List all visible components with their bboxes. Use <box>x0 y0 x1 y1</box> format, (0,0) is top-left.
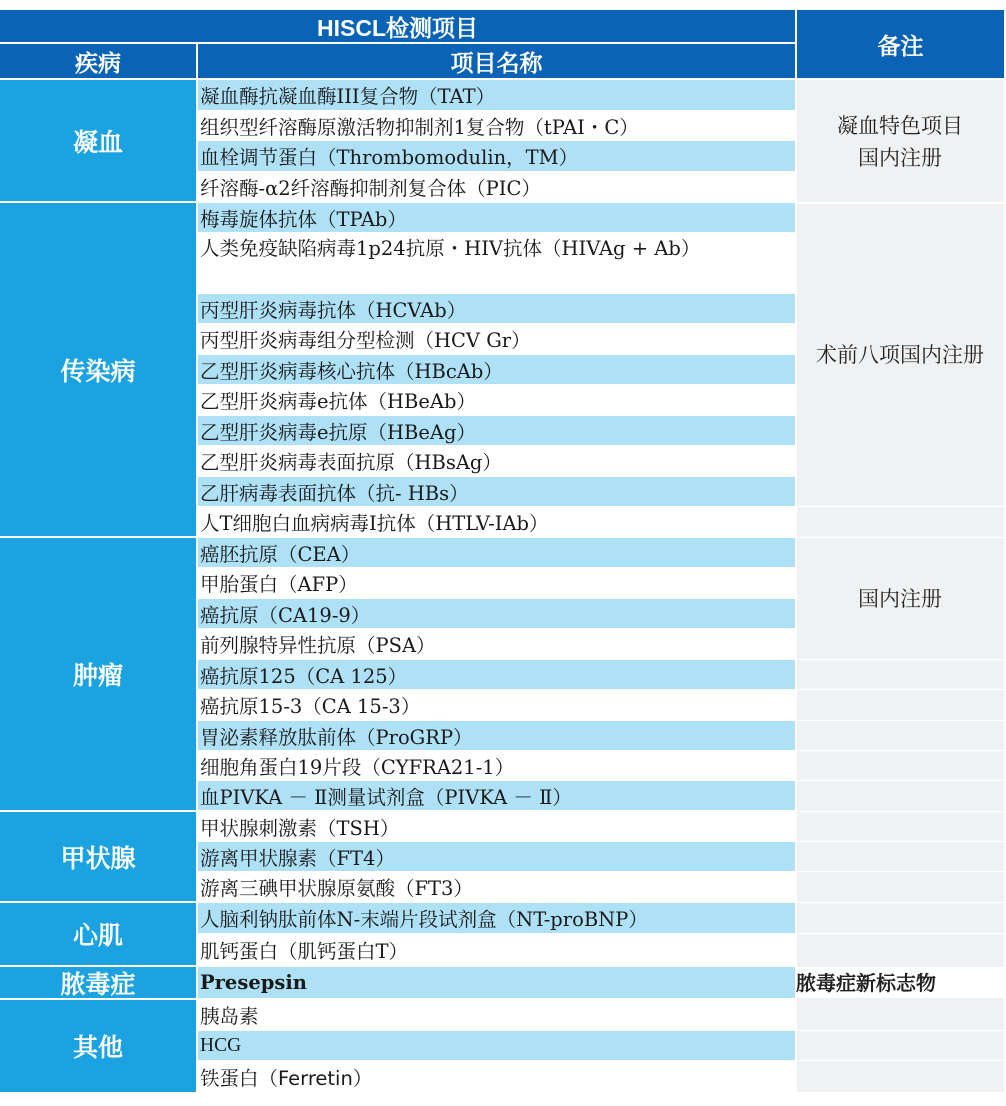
category-myocardial <box>0 903 196 965</box>
table-row <box>198 80 795 110</box>
table-row <box>198 172 795 201</box>
item-name: 癌胚抗原（CEA） <box>200 542 361 566</box>
item-name: 纤溶酶-α2纤溶酶抑制剂复合体（PIC） <box>200 176 541 200</box>
item-name: 胃泌素释放肽前体（ProGRP） <box>200 725 473 749</box>
table-row <box>198 416 795 445</box>
category-label: 肿瘤 <box>72 661 123 690</box>
item-name: 甲胎蛋白（AFP） <box>200 573 358 596</box>
note-line: 脓毒症新标志物 <box>796 970 936 995</box>
item-name: 癌抗原15-3（CA 15-3） <box>200 695 421 718</box>
item-name: 乙型肝炎病毒e抗原（HBeAg） <box>200 420 476 444</box>
header-note <box>797 10 1004 78</box>
note-line: 国内注册 <box>858 587 942 611</box>
item-name: 游离三碘甲状腺原氨酸（FT3） <box>200 876 473 900</box>
header-item-name <box>198 44 795 78</box>
table-row <box>198 690 795 720</box>
item-name: 乙肝病毒表面抗体（抗- HBs） <box>200 481 469 505</box>
table-row <box>198 477 795 506</box>
item-name: 丙型肝炎病毒抗体（HCVAb） <box>200 298 467 322</box>
category-infectious <box>0 203 196 536</box>
category-thyroid <box>0 812 196 901</box>
item-name: 胰岛素 <box>200 1005 259 1028</box>
item-name: 乙型肝炎病毒e抗体（HBeAb） <box>200 390 476 413</box>
item-name: 甲状腺刺激素（TSH） <box>200 816 400 840</box>
note-line: 术前八项国内注册 <box>816 343 984 367</box>
item-name: 前列腺特异性抗原（PSA） <box>200 634 436 657</box>
item-name: 癌抗原（CA19-9） <box>200 603 371 627</box>
category-label: 传染病 <box>60 356 136 386</box>
table-row <box>198 751 795 780</box>
note-coagulation <box>796 100 1004 184</box>
item-name: 凝血酶抗凝血酶III复合物（TAT） <box>200 85 496 108</box>
note-separator <box>797 811 1004 812</box>
note-separator <box>797 537 1004 538</box>
category-label: 脓毒症 <box>60 969 136 999</box>
item-name: 组织型纤溶酶原激活物抑制剂1复合物（tPAI・C） <box>200 115 639 139</box>
table-row <box>198 203 795 232</box>
item-name: 肌钙蛋白（肌钙蛋白T） <box>200 939 409 963</box>
table-row <box>198 233 795 293</box>
note-separator <box>797 780 1004 781</box>
item-name: 乙型肝炎病毒表面抗原（HBsAg） <box>200 451 502 474</box>
item-name: 乙型肝炎病毒核心抗体（HBcAb） <box>200 359 503 383</box>
table-row <box>198 812 795 841</box>
category-label: 甲状腺 <box>60 843 136 873</box>
table-main-title <box>0 10 795 42</box>
item-name: 血PIVKA － Ⅱ测量试剂盒（PIVKA － Ⅱ） <box>200 785 572 809</box>
item-name: 梅毒旋体抗体（TPAb） <box>200 207 407 231</box>
item-name: 游离甲状腺素（FT4） <box>200 846 395 870</box>
note-separator <box>797 1060 1004 1061</box>
note-separator <box>797 1030 1004 1031</box>
category-coagulation <box>0 80 196 201</box>
header-item-text: 项目名称 <box>450 49 543 77</box>
note-separator <box>797 871 1004 872</box>
table-row <box>198 781 795 810</box>
note-line: 凝血特色项目 <box>837 114 963 138</box>
item-name: 细胞角蛋白19片段（CYFRA21-1） <box>200 755 515 779</box>
note-separator <box>797 506 1004 507</box>
header-disease <box>0 44 196 78</box>
table-row <box>198 111 795 140</box>
note-separator <box>797 750 1004 751</box>
table-row <box>198 294 795 323</box>
header-note-text: 备注 <box>877 32 924 59</box>
note-separator <box>797 720 1004 721</box>
table-row <box>198 324 795 354</box>
table-row <box>198 660 795 689</box>
table-row <box>198 903 795 933</box>
item-name: 癌抗原125（CA 125） <box>200 664 408 688</box>
item-name: 人类免疫缺陷病毒1p24抗原・HIV抗体（HIVAg + Ab） <box>200 237 701 260</box>
category-other <box>0 1000 196 1092</box>
item-name: 血栓调节蛋白（Thrombomodulin，TM） <box>200 146 579 169</box>
table-row <box>198 568 795 598</box>
note-separator <box>797 933 1004 934</box>
note-separator <box>797 902 1004 903</box>
table-row <box>198 1061 795 1092</box>
header-disease-text: 疾病 <box>75 49 121 77</box>
note-infectious <box>796 338 1004 372</box>
item-name: 人脑利钠肽前体N-末端片段试剂盒（NT-proBNP） <box>200 908 648 931</box>
table-row <box>198 355 795 384</box>
note-separator <box>797 659 1004 660</box>
note-line: 国内注册 <box>858 146 942 170</box>
table-row <box>198 872 795 901</box>
note-sepsis <box>796 967 1004 998</box>
item-name: 人T细胞白血病病毒I抗体（HTLV-IAb） <box>200 511 549 535</box>
category-label: 其他 <box>72 1033 123 1062</box>
table-row <box>198 1000 795 1030</box>
table-row <box>198 934 795 965</box>
table-row <box>198 629 795 659</box>
main-title-text: HISCL检测项目 <box>317 14 478 41</box>
category-sepsis <box>0 967 196 998</box>
item-name: 丙型肝炎病毒组分型检测（HCV Gr） <box>200 329 531 352</box>
note-separator <box>797 202 1004 204</box>
table-row <box>198 507 795 536</box>
table-row <box>198 446 795 476</box>
item-name: Presepsin <box>200 971 307 994</box>
category-label: 凝血 <box>72 127 123 157</box>
table-row <box>198 599 795 628</box>
category-tumor <box>0 538 196 810</box>
table-row <box>198 967 795 998</box>
item-name: HCG <box>200 1034 242 1056</box>
category-label: 心肌 <box>72 921 123 950</box>
table-row <box>198 721 795 750</box>
item-name: 铁蛋白（Ferretin） <box>200 1066 373 1090</box>
table-row <box>198 1031 795 1060</box>
note-separator <box>797 689 1004 690</box>
table-row <box>198 538 795 567</box>
note-separator <box>797 841 1004 842</box>
table-row <box>198 842 795 871</box>
table-row <box>198 385 795 415</box>
note-tumor <box>796 582 1004 616</box>
table-row <box>198 141 795 171</box>
